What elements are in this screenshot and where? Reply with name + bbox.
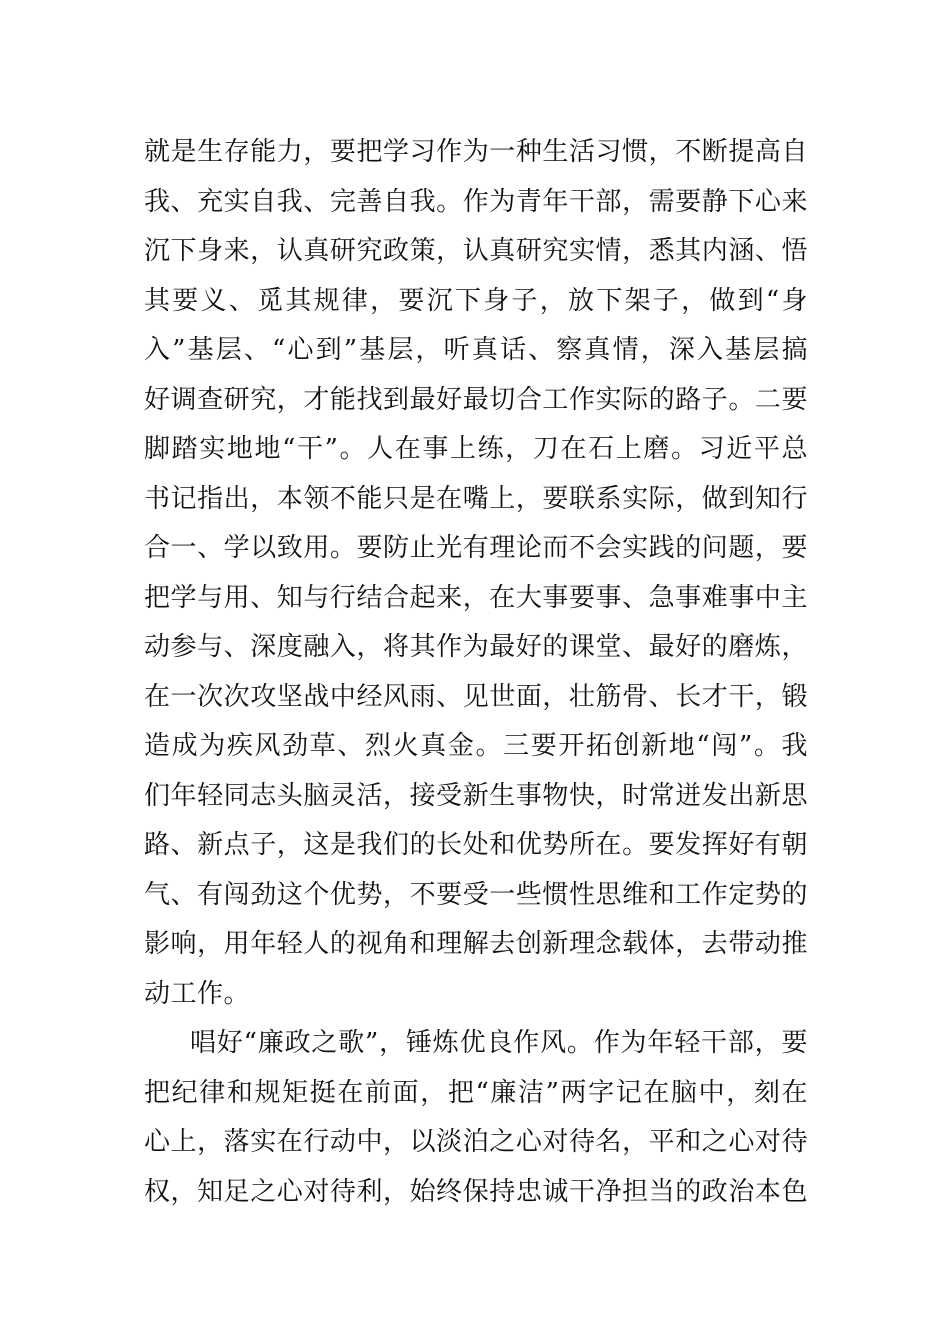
text-line: 动参与、深度融入，将其作为最好的课堂、最好的磨炼，: [144, 632, 808, 662]
text-line: 就是生存能力，要把学习作为一种生活习惯，不断提高自: [144, 137, 808, 167]
text-line: 入”基层、“心到”基层，听真话、察真情，深入基层搞: [144, 335, 808, 365]
text-line: 把纪律和规矩挺在前面，把“廉洁”两字记在脑中，刻在: [144, 1077, 808, 1108]
text-line: 在一次次攻坚战中经风雨、见世面，壮筋骨、长才干，锻: [144, 681, 808, 712]
text-line: 动工作。: [144, 978, 251, 1009]
text-line: 气、有闯劲这个优势，不要受一些惯性思维和工作定势的: [144, 879, 808, 910]
text-line: 好调查研究，才能找到最好最切合工作实际的路子。二要: [144, 384, 808, 415]
body-text: [144, 128, 808, 1217]
text-line: 书记指出，本领不能只是在嘴上，要联系实际，做到知行: [144, 483, 808, 514]
text-line: 其要义、觅其规律，要沉下身子，放下架子，做到“身: [144, 285, 808, 316]
text-line: 路、新点子，这是我们的长处和优势所在。要发挥好有朝: [144, 830, 808, 860]
text-line: 我、充实自我、完善自我。作为青年干部，需要静下心来: [144, 186, 808, 217]
text-line: 沉下身来，认真研究政策，认真研究实情，悉其内涵、悟: [144, 236, 808, 266]
text-line: 造成为疾风劲草、烈火真金。三要开拓创新地“闯”。我: [144, 731, 808, 761]
text-line: 心上，落实在行动中，以淡泊之心对待名，平和之心对待: [144, 1127, 808, 1157]
text-line: 脚踏实地地“干”。人在事上练，刀在石上磨。习近平总: [144, 434, 808, 464]
text-line: 合一、学以致用。要防止光有理论而不会实践的问题，要: [144, 533, 808, 563]
text-line: 影响，用年轻人的视角和理解去创新理念载体，去带动推: [144, 929, 808, 959]
text-line: 们年轻同志头脑灵活，接受新生事物快，时常迸发出新思: [144, 780, 808, 811]
paragraph-first-line: 唱好“廉政之歌”，锤炼优良作风。作为年轻干部，要: [190, 1028, 808, 1058]
text-line: 把学与用、知与行结合起来，在大事要事、急事难事中主: [144, 582, 808, 613]
text-line: 权，知足之心对待利，始终保持忠诚干净担当的政治本色: [144, 1176, 808, 1207]
